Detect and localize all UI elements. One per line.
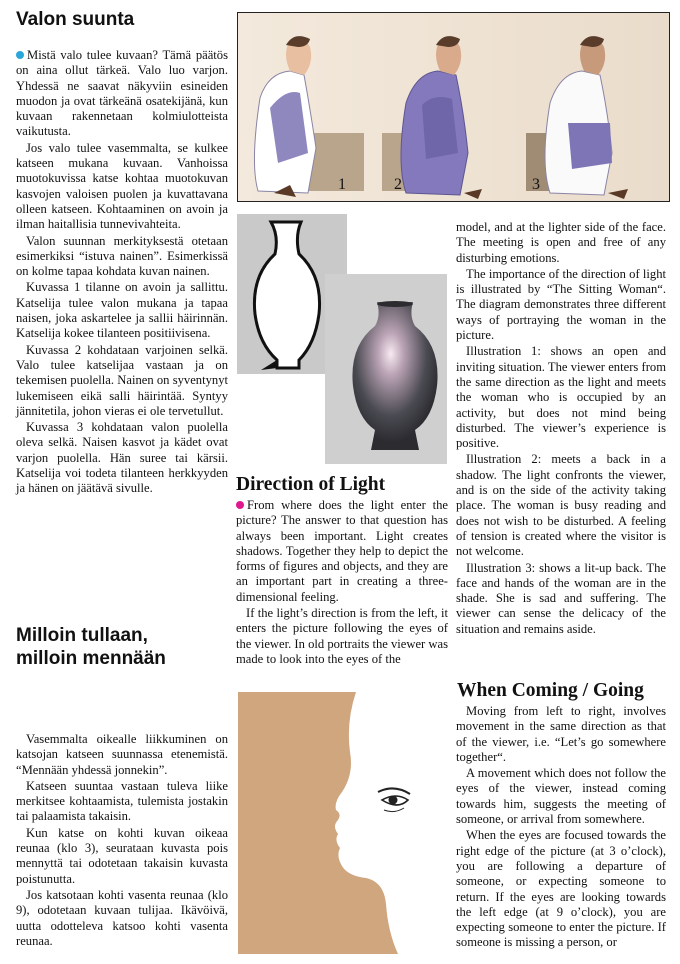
en-direction-paragraph: model, and at the lighter side of the face. The meeting is open and free of any disturbing emotions.: [456, 220, 666, 265]
magenta-bullet-icon: [236, 501, 244, 509]
fi-coming-paragraph: Jos katsotaan kohti vasenta reunaa (klo 9), odotetaan kuvaan tulijaa. Ikävöivä, uutta odotteleva katsoo kohti vasenta reunaa.: [16, 887, 228, 948]
en-coming-paragraph: Moving from left to right, involves movement in the same direction as that of the viewer, i.e. “Let’s go somewhere together“.: [456, 704, 666, 764]
en-direction-paragraph: From where does the light enter the picture? The answer to that question has always been important. Light creates shadows. Together they help to depict the forms of figures and objects, and they are an important part in creating a three-dimensional feeling.: [236, 498, 448, 604]
en-direction-middle-column: [236, 498, 448, 668]
en-coming-paragraph: When the eyes are focused towards the right edge of the picture (at 3 o’clock), you are following a departure of someone, or expecting someone to return. If the eyes are looking towards the left edge (at 9 o’clock), you are expecting someone to enter the picture. If someone is missing a person, or: [456, 828, 666, 950]
fi-coming-paragraph: Katseen suuntaa vastaan tuleva liike merkitsee kohtaamista, tulemista jostakin tai palaamista takaisin.: [16, 778, 228, 824]
face-profile-illustration: [238, 692, 450, 954]
figure-label: 2: [394, 176, 402, 193]
en-direction-paragraph: Illustration 3: shows a lit-up back. The face and hands of the woman are in the shade. She is sad and suffering. The viewer can sense the delicacy of the situation and remains aside.: [456, 560, 666, 636]
fi-coming-paragraph: Kun katse on kohti kuvan oikeaa reunaa (klo 3), seurataan kuvasta pois mennyttä tai odotetaan takaisin kuvasta poistunutta.: [16, 825, 228, 886]
en-coming-column: [456, 704, 666, 952]
heading-direction-of-light: Direction of Light: [236, 474, 386, 495]
heading-line: milloin mennään: [16, 648, 166, 669]
heading-valon-suunta: Valon suunta: [16, 9, 135, 30]
fi-direction-paragraph: Kuvassa 2 kohdataan varjoinen selkä. Valo tulee katselijaa vastaan ja on tekemisen puolella. Nainen on syventynyt lukemiseen eikä salli häirintää. Syntyy jännitetila, johon vieras ei ole tervetullut.: [16, 342, 228, 418]
en-direction-paragraph: The importance of the direction of light is illustrated by “The Sitting Woman“. The diagram demonstrates three different ways of portraying the woman in the picture.: [456, 266, 666, 343]
sitting-woman-drawing: [238, 13, 670, 202]
fi-direction-column: [16, 48, 228, 498]
fi-direction-paragraph: Kuvassa 1 tilanne on avoin ja sallittu. Katselija tulee valon mukana ja tapaa naisen, joka askartelee ja sallii häirinnän. Katselija kokee tilanteen positiivisena.: [16, 280, 228, 341]
heading-when-coming-going: When Coming / Going: [457, 680, 644, 701]
figure-label: 3: [532, 176, 540, 193]
vase-illustration: [237, 214, 447, 464]
en-direction-paragraph: Illustration 2: meets a back in a shadow. The light confronts the viewer, and is on the side of the activity taking place. The woman is busy reading and does not wish to be disturbed. A feeling of tension is created where the visitor is not welcome.: [456, 452, 666, 559]
fi-coming-paragraph: Vasemmalta oikealle liikkuminen on katsojan katseen suunnassa etenemistä. “Mennään yhdessä jonnekin”.: [16, 732, 228, 777]
fi-direction-paragraph: Jos valo tulee vasemmalta, se kulkee katseen mukana kuvaan. Vanhoissa muotokuvissa katse kohtaa muotokuvan kasvojen valoisen puolen ja kuvattavana olleen katseen. Kohtaaminen on avoin ja ilman haitallisia tunnevivahteita.: [16, 140, 228, 232]
fi-coming-column: [16, 732, 228, 950]
face-profile-drawing: [238, 692, 450, 954]
heading-milloin-tullaan: [16, 624, 166, 670]
en-coming-paragraph: A movement which does not follow the eyes of the viewer, instead coming towards him, suggests the meeting of someone, or arrival from somewhere.: [456, 766, 666, 827]
en-direction-right-column: [456, 220, 666, 638]
heading-line: Milloin tullaan,: [16, 625, 148, 646]
fi-direction-paragraph: Kuvassa 3 kohdataan valon puolella oleva selkä. Naisen kasvot ja kädet ovat varjon puolella. Hän suree tai kärsii. Katselija voi todeta tilanteen herkkyyden ja hänen on jäätävä sivulle.: [16, 420, 228, 496]
fi-direction-paragraph: Mistä valo tulee kuvaan? Tämä päätös on aina ollut tärkeä. Valo luo varjon. Yhdessä ne saavat näkyviin esineiden muodon ja ovat tärkeänä osatekijänä, kun kuvaan rakennetaan kolmiulotteista vaikutusta.: [16, 48, 228, 139]
vase-drawing: [237, 214, 447, 464]
en-direction-paragraph: If the light’s direction is from the left, it enters the picture following the eyes of the viewer. In old portraits the viewer was made to look into the eyes of the: [236, 606, 448, 666]
figure-label: 1: [338, 176, 346, 193]
en-direction-paragraph: Illustration 1: shows an open and inviting situation. The viewer enters from the same direction as the light and meets the woman who is occupied by an activity, but does not mind being disturbed. The viewer’s experience is positive.: [456, 344, 666, 451]
fi-direction-paragraph: Valon suunnan merkityksestä otetaan esimerkiksi “istuva nainen”. Esimerkissä on kolme tapaa kohdata kuvan nainen.: [16, 233, 228, 279]
cyan-bullet-icon: [16, 51, 24, 59]
sitting-woman-illustration: [237, 12, 670, 202]
